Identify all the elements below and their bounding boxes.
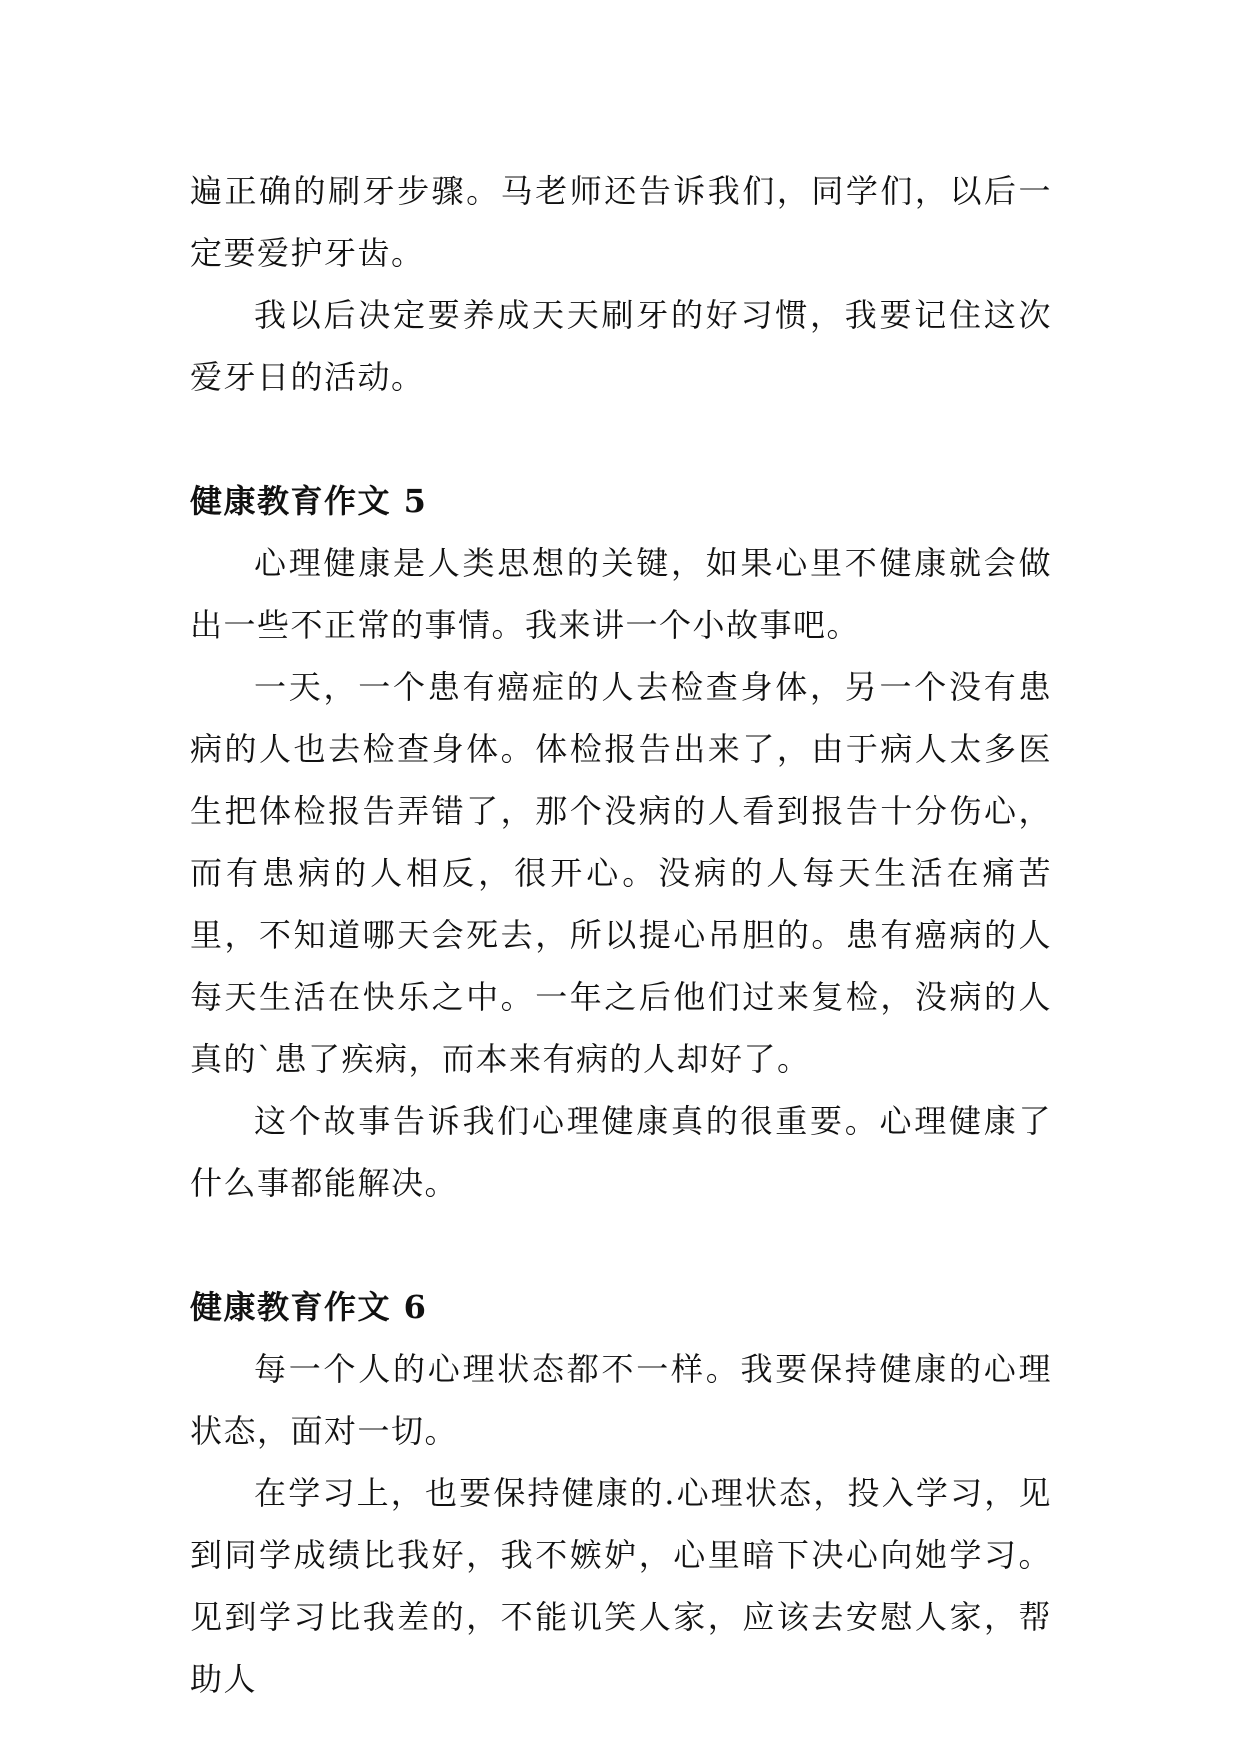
paragraph-continued: 遍正确的刷牙步骤。马老师还告诉我们，同学们，以后一定要爱护牙齿。	[190, 172, 1052, 272]
section-title-6: 健康教育作文 6	[190, 1288, 428, 1326]
paragraph: 这个故事告诉我们心理健康真的很重要。心理健康了什么事都能解决。	[190, 1102, 1052, 1202]
paragraph: 一天，一个患有癌症的人去检查身体，另一个没有患病的人也去检查身体。体检报告出来了，由于病人太多医生把体检报告弄错了，那个没病的人看到报告十分伤心，而有患病的人相反，很开心。没病的人每天生活在痛苦里，不知道哪天会死去，所以提心吊胆的。患有癌病的人每天生活在快乐之中。一年之后他们过来复检，没病的人真的`患了疾病，而本来有病的人却好了。	[190, 668, 1052, 1078]
paragraph: 每一个人的心理状态都不一样。我要保持健康的心理状态，面对一切。	[190, 1350, 1052, 1450]
section-title-5: 健康教育作文 5	[190, 482, 428, 520]
paragraph: 在学习上，也要保持健康的.心理状态，投入学习，见到同学成绩比我好，我不嫉妒，心里暗下决心向她学习。见到学习比我差的，不能讥笑人家，应该去安慰人家，帮助人	[190, 1474, 1052, 1698]
paragraph: 我以后决定要养成天天刷牙的好习惯，我要记住这次爱牙日的活动。	[190, 296, 1052, 396]
document-page	[190, 160, 1052, 1710]
paragraph: 心理健康是人类思想的关键，如果心里不健康就会做出一些不正常的事情。我来讲一个小故事吧。	[190, 544, 1052, 644]
